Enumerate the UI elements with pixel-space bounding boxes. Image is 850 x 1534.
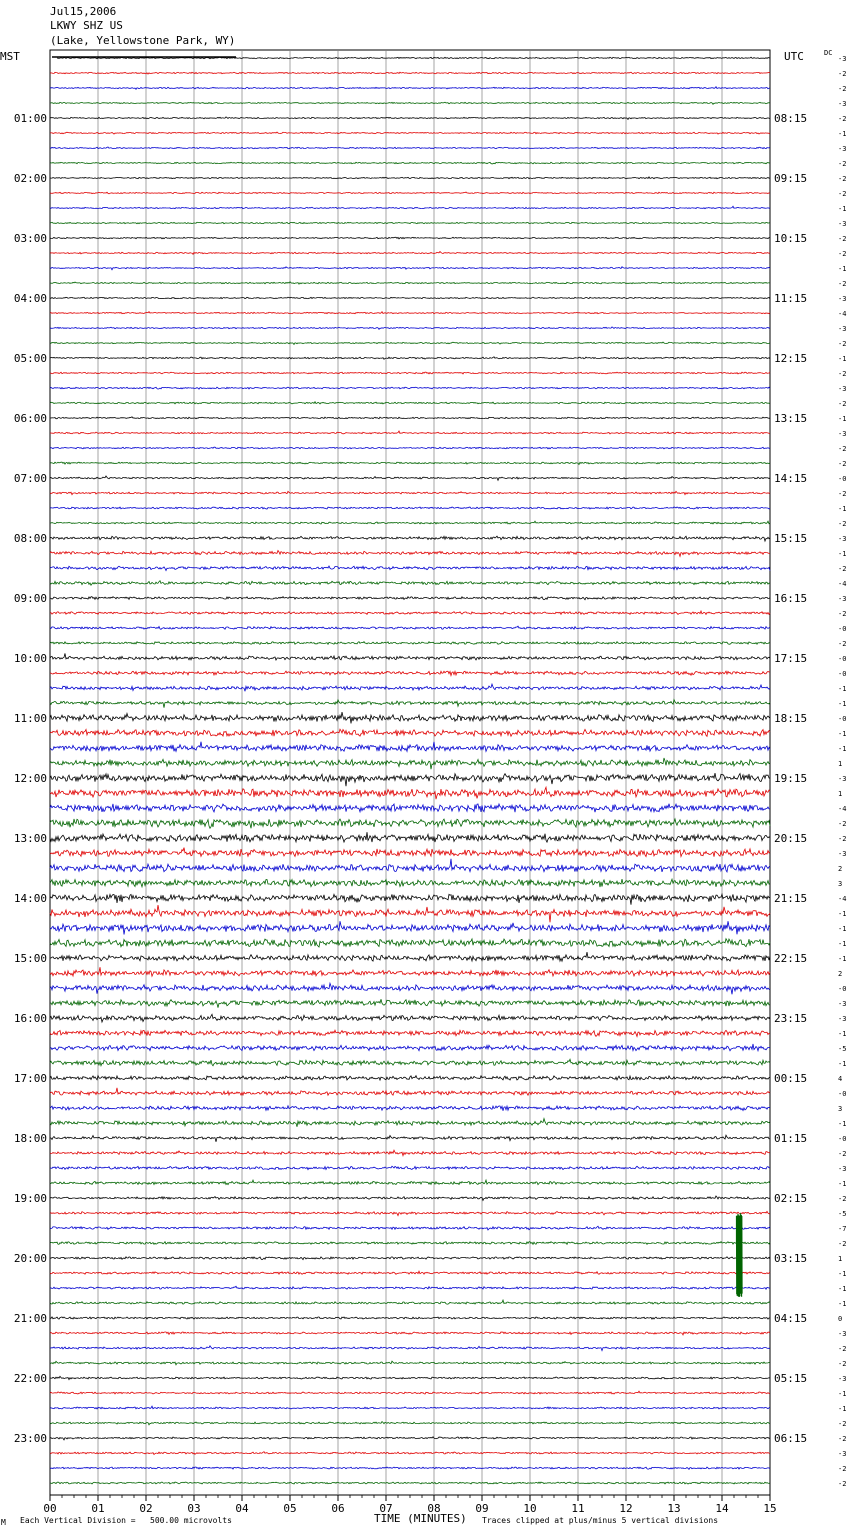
dc-offset-label: -1	[838, 955, 847, 963]
dc-offset-label: -1	[838, 265, 847, 273]
hour-label-right: 06:15	[774, 1432, 808, 1445]
hour-label-right: 05:15	[774, 1372, 808, 1385]
dc-offset-label: -2	[838, 190, 847, 198]
hour-label-left: 02:00	[13, 172, 47, 185]
x-tick-label: 14	[715, 1502, 729, 1515]
trace	[50, 566, 770, 571]
dc-offset-label: 1	[838, 790, 843, 798]
x-tick-label: 01	[91, 1502, 105, 1515]
trace	[50, 1226, 770, 1230]
dc-offset-label: -2	[838, 490, 847, 498]
trace	[50, 1014, 770, 1022]
trace	[50, 832, 770, 842]
trace	[50, 1452, 770, 1455]
trace	[50, 162, 770, 164]
dc-offset-label: -3	[838, 145, 847, 153]
dc-offset-label: -3	[838, 1165, 847, 1173]
trace-event	[736, 1213, 742, 1297]
right-timezone-label: UTC	[784, 50, 804, 63]
hour-label-right: 14:15	[774, 472, 808, 485]
hour-label-right: 23:15	[774, 1012, 808, 1025]
dc-offset-label: -2	[838, 1480, 847, 1488]
dc-offset-label: -1	[838, 355, 847, 363]
hour-label-left: 05:00	[13, 352, 47, 365]
dc-offset-label: -3	[838, 850, 847, 858]
dc-offset-label: -2	[838, 370, 847, 378]
dc-offset-label: -2	[838, 820, 847, 828]
trace	[50, 521, 770, 524]
trace	[50, 848, 770, 857]
dc-offset-label: -1	[838, 1030, 847, 1038]
trace	[50, 967, 770, 976]
dc-offset-label: -0	[838, 670, 847, 678]
dc-offset-label: -2	[838, 1465, 847, 1473]
dc-offset-label: -4	[838, 580, 847, 588]
dc-offset-label: -1	[838, 1405, 847, 1413]
trace	[50, 102, 770, 104]
hour-label-left: 23:00	[13, 1432, 47, 1445]
dc-offset-label: 1	[838, 760, 843, 768]
hour-label-right: 04:15	[774, 1312, 808, 1325]
trace	[50, 894, 770, 905]
hour-label-right: 10:15	[774, 232, 808, 245]
x-tick-label: 07	[379, 1502, 393, 1515]
trace	[50, 192, 770, 194]
trace	[50, 1135, 770, 1142]
dc-offset-label: -2	[838, 520, 847, 528]
scale-note: Each Vertical Division = 500.00 microvolts	[20, 1516, 232, 1525]
seismic-traces	[50, 57, 770, 1484]
dc-offset-label: -2	[838, 280, 847, 288]
station-location: (Lake, Yellowstone Park, WY)	[50, 34, 236, 47]
hour-label-right: 19:15	[774, 772, 808, 785]
trace	[50, 1317, 770, 1319]
hour-label-left: 11:00	[13, 712, 47, 725]
hour-label-left: 15:00	[13, 952, 47, 965]
dc-offset-label: -2	[838, 1240, 847, 1248]
trace	[50, 939, 770, 947]
trace	[50, 507, 770, 509]
dc-offset-label: -2	[838, 175, 847, 183]
trace	[50, 447, 770, 449]
dc-offset-label: -0	[838, 625, 847, 633]
dc-offset-label: -2	[838, 565, 847, 573]
hour-label-left: 19:00	[13, 1192, 47, 1205]
trace	[50, 787, 770, 799]
dc-offset-label: -1	[838, 1300, 847, 1308]
trace	[50, 1406, 770, 1409]
trace	[50, 1242, 770, 1245]
dc-offset-label: -0	[838, 1135, 847, 1143]
dc-offset-label: 3	[838, 1105, 843, 1113]
dc-header-label: DC	[824, 49, 833, 57]
hour-label-right: 03:15	[774, 1252, 808, 1265]
trace	[50, 1076, 770, 1080]
dc-offset-label: -2	[838, 400, 847, 408]
dc-offset-label: -1	[838, 1060, 847, 1068]
x-tick-label: 13	[667, 1502, 681, 1515]
dc-offset-label: -1	[838, 700, 847, 708]
dc-offset-label: -1	[838, 505, 847, 513]
trace	[50, 983, 770, 994]
trace	[50, 1196, 770, 1200]
clip-note: Traces clipped at plus/minus 5 vertical divisions	[482, 1516, 719, 1525]
x-tick-label: 12	[619, 1502, 633, 1515]
trace	[50, 72, 770, 74]
dc-offset-label: -3	[838, 595, 847, 603]
trace	[50, 1119, 770, 1127]
trace	[50, 372, 770, 374]
trace	[50, 237, 770, 239]
trace	[50, 267, 770, 270]
trace	[50, 1391, 770, 1394]
trace	[50, 417, 770, 419]
hour-label-right: 13:15	[774, 412, 808, 425]
dc-offset-label: 3	[838, 880, 843, 888]
dc-offset-label: -2	[838, 1360, 847, 1368]
hour-label-left: 17:00	[13, 1072, 47, 1085]
dc-offset-label: -0	[838, 1090, 847, 1098]
dc-offset-label: -3	[838, 220, 847, 228]
hour-label-left: 01:00	[13, 112, 47, 125]
dc-offset-label: -2	[838, 235, 847, 243]
trace	[50, 581, 770, 586]
dc-offset-label: -2	[838, 340, 847, 348]
trace	[50, 879, 770, 887]
grid-lines	[50, 50, 770, 1495]
trace	[50, 1180, 770, 1185]
dc-offset-label: -3	[838, 1015, 847, 1023]
trace	[50, 117, 770, 120]
trace	[50, 859, 770, 872]
hour-label-left: 21:00	[13, 1312, 47, 1325]
dc-offset-label: -3	[838, 100, 847, 108]
dc-offset-label: 2	[838, 865, 843, 873]
dc-offset-label: -3	[838, 535, 847, 543]
trace	[50, 1257, 770, 1260]
trace	[50, 1482, 770, 1484]
dc-offset-label: 4	[838, 1075, 843, 1083]
hour-label-left: 22:00	[13, 1372, 47, 1385]
dc-offset-label: -4	[838, 310, 847, 318]
trace	[50, 773, 770, 786]
dc-offset-label: -1	[838, 685, 847, 693]
trace	[50, 252, 770, 255]
dc-offset-label: -3	[838, 385, 847, 393]
dc-offset-label: -3	[838, 430, 847, 438]
hour-label-right: 11:15	[774, 292, 808, 305]
trace	[50, 282, 770, 285]
dc-offset-label: -2	[838, 1420, 847, 1428]
dc-offset-label: -1	[838, 550, 847, 558]
x-tick-label: 15	[763, 1502, 777, 1515]
dc-offset-label: -1	[838, 205, 847, 213]
dc-offset-label: 0	[838, 1315, 843, 1323]
trace	[50, 357, 770, 360]
dc-offset-label: -2	[838, 460, 847, 468]
dc-offset-label: -3	[838, 325, 847, 333]
trace	[50, 1300, 770, 1304]
dc-offset-label: -3	[838, 1330, 847, 1338]
dc-offset-label: -0	[838, 715, 847, 723]
dc-offset-label: -2	[838, 1195, 847, 1203]
hour-label-left: 06:00	[13, 412, 47, 425]
trace	[50, 1044, 770, 1051]
dc-offset-label: -7	[838, 1225, 847, 1233]
x-tick-label: 04	[235, 1502, 249, 1515]
dc-offset-label: -2	[838, 85, 847, 93]
hour-label-left: 16:00	[13, 1012, 47, 1025]
trace	[50, 642, 770, 645]
hour-label-right: 08:15	[774, 112, 808, 125]
trace	[50, 177, 770, 179]
trace	[50, 1467, 770, 1469]
trace	[50, 312, 770, 314]
x-tick-label: 00	[43, 1502, 57, 1515]
trace	[50, 206, 770, 208]
dc-offset-label: 1	[838, 1255, 843, 1263]
dc-offset-label: -1	[838, 1270, 847, 1278]
dc-offset-label: -3	[838, 295, 847, 303]
x-tick-label: 06	[331, 1502, 345, 1515]
dc-offset-label: -0	[838, 475, 847, 483]
dc-offset-label: -2	[838, 1345, 847, 1353]
hour-label-right: 09:15	[774, 172, 808, 185]
trace	[50, 1211, 770, 1215]
hour-label-left: 09:00	[13, 592, 47, 605]
trace	[50, 431, 770, 434]
hour-label-left: 08:00	[13, 532, 47, 545]
dc-offset-label: -2	[838, 610, 847, 618]
trace	[50, 222, 770, 223]
trace	[50, 1166, 770, 1169]
trace	[50, 402, 770, 404]
dc-offset-label: -5	[838, 1210, 847, 1218]
x-tick-label: 03	[187, 1502, 201, 1515]
hour-label-right: 02:15	[774, 1192, 808, 1205]
dc-offset-label: -1	[838, 1390, 847, 1398]
x-tick-label: 10	[523, 1502, 537, 1515]
trace	[50, 1106, 770, 1111]
trace	[50, 952, 770, 961]
hour-label-left: 14:00	[13, 892, 47, 905]
trace	[50, 462, 770, 464]
dc-offset-label: -2	[838, 640, 847, 648]
trace	[50, 742, 770, 752]
trace	[50, 671, 770, 676]
trace	[50, 700, 770, 708]
trace	[50, 132, 770, 134]
hour-label-left: 10:00	[13, 652, 47, 665]
dc-offset-label: -3	[838, 55, 847, 63]
hour-label-right: 17:15	[774, 652, 808, 665]
trace	[50, 1286, 770, 1289]
trace	[50, 491, 770, 494]
trace	[50, 327, 770, 329]
dc-offset-label: -3	[838, 1450, 847, 1458]
scale-prefix: M	[1, 1518, 6, 1527]
trace	[50, 1332, 770, 1335]
hour-label-left: 18:00	[13, 1132, 47, 1145]
x-tick-label: 11	[571, 1502, 585, 1515]
trace	[50, 999, 770, 1007]
x-axis-title: TIME (MINUTES)	[374, 1512, 467, 1525]
hour-label-left: 07:00	[13, 472, 47, 485]
trace	[50, 476, 770, 480]
dc-offset-label: -1	[838, 910, 847, 918]
trace	[50, 1361, 770, 1365]
trace	[50, 551, 770, 557]
hour-label-left: 13:00	[13, 832, 47, 845]
hour-label-right: 00:15	[774, 1072, 808, 1085]
dc-offset-label: -3	[838, 1000, 847, 1008]
hour-label-right: 15:15	[774, 532, 808, 545]
trace	[50, 1030, 770, 1036]
trace	[50, 1437, 770, 1440]
dc-offset-label: -1	[838, 415, 847, 423]
trace	[50, 536, 770, 541]
dc-offset-label: 2	[838, 970, 843, 978]
trace	[50, 611, 770, 614]
dc-offset-label: -1	[838, 940, 847, 948]
hour-label-right: 12:15	[774, 352, 808, 365]
plot-date: Jul15,2006	[50, 5, 117, 18]
dc-offset-label: -2	[838, 445, 847, 453]
trace	[50, 1346, 770, 1351]
trace	[50, 1150, 770, 1155]
hour-label-right: 20:15	[774, 832, 808, 845]
dc-offset-label: -2	[838, 835, 847, 843]
x-tick-label: 09	[475, 1502, 489, 1515]
hour-label-right: 21:15	[774, 892, 808, 905]
trace	[50, 921, 770, 934]
dc-offset-label: -1	[838, 130, 847, 138]
hour-label-right: 22:15	[774, 952, 808, 965]
trace	[50, 626, 770, 629]
trace	[50, 653, 770, 660]
trace	[50, 342, 770, 344]
dc-offset-label: -3	[838, 1375, 847, 1383]
trace	[50, 1088, 770, 1095]
dc-offset-label: -1	[838, 730, 847, 738]
dc-offset-label: -2	[838, 70, 847, 78]
dc-offset-label: -1	[838, 925, 847, 933]
dc-offset-label: -4	[838, 895, 847, 903]
hour-label-right: 18:15	[774, 712, 808, 725]
trace	[50, 387, 770, 389]
plot-frame	[50, 50, 770, 1495]
hour-label-left: 20:00	[13, 1252, 47, 1265]
trace	[50, 712, 770, 723]
dc-offset-label: -2	[838, 1435, 847, 1443]
trace	[50, 1271, 770, 1274]
dc-offset-label: -2	[838, 115, 847, 123]
dc-offset-label: -4	[838, 805, 847, 813]
trace	[50, 147, 770, 149]
dc-offset-label: -0	[838, 985, 847, 993]
dc-offset-label: -1	[838, 1285, 847, 1293]
dc-offset-label: -2	[838, 160, 847, 168]
x-tick-label: 02	[139, 1502, 153, 1515]
trace	[50, 1059, 770, 1066]
trace	[50, 1422, 770, 1425]
dc-offset-label: -5	[838, 1045, 847, 1053]
x-tick-label: 08	[427, 1502, 441, 1515]
trace	[50, 905, 770, 922]
dc-offset-label: -2	[838, 250, 847, 258]
hour-label-right: 01:15	[774, 1132, 808, 1145]
dc-offset-label: -3	[838, 775, 847, 783]
dc-offset-label: -1	[838, 1120, 847, 1128]
station-code: LKWY SHZ US	[50, 19, 123, 32]
trace	[50, 597, 770, 600]
x-tick-label: 05	[283, 1502, 297, 1515]
left-timezone-label: MST	[0, 50, 20, 63]
trace	[50, 804, 770, 813]
trace	[50, 729, 770, 736]
hour-label-left: 03:00	[13, 232, 47, 245]
hour-label-left: 12:00	[13, 772, 47, 785]
dc-offset-label: -1	[838, 1180, 847, 1188]
dc-offset-label: -2	[838, 1150, 847, 1158]
hour-label-right: 16:15	[774, 592, 808, 605]
trace	[50, 87, 770, 90]
trace	[50, 758, 770, 769]
hour-label-left: 04:00	[13, 292, 47, 305]
trace	[50, 684, 770, 691]
trace	[50, 1376, 770, 1379]
trace	[50, 297, 770, 299]
dc-offset-label: -1	[838, 745, 847, 753]
dc-offset-label: -0	[838, 655, 847, 663]
trace	[50, 819, 770, 828]
